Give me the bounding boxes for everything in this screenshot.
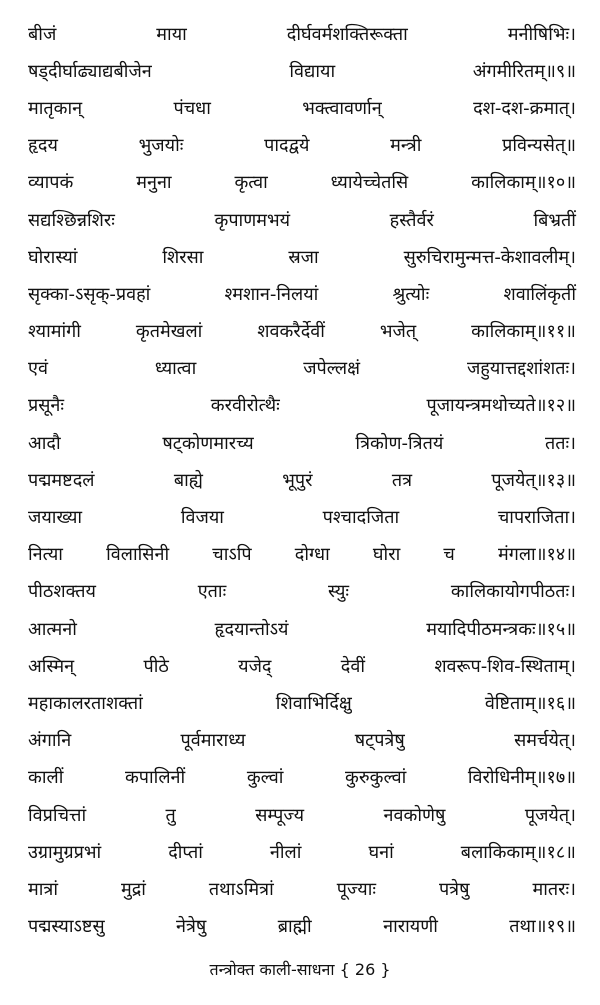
verse-word: तत्र xyxy=(391,469,413,491)
verse-word: करवीरोत्थैः xyxy=(210,395,280,417)
verse-word: नित्या xyxy=(28,544,63,566)
verse-line xyxy=(28,128,576,165)
verse-word: समर्चयेत्। xyxy=(514,730,576,752)
verse-line xyxy=(28,239,576,276)
verse-line xyxy=(28,871,576,908)
verse-word: हृदय xyxy=(28,135,58,157)
verse-word: षट्पत्रेषु xyxy=(354,730,405,752)
verse-word: वेष्टिताम्॥१६॥ xyxy=(484,692,576,714)
verse-word: एताः xyxy=(197,581,227,603)
verse-line xyxy=(28,685,576,722)
verse-word: चाऽपि xyxy=(212,544,252,566)
verse-word: दीप्तां xyxy=(168,841,203,863)
verse-word: श्मशान-निलयां xyxy=(224,283,319,305)
verse-word: भुजयोः xyxy=(138,135,184,157)
verse-word: दश-दश-क्रमात्। xyxy=(473,97,576,119)
verse-line xyxy=(28,537,576,574)
verse-word: पूज्याः xyxy=(336,878,376,900)
verse-word: अस्मिन् xyxy=(28,655,75,677)
verse-line xyxy=(28,611,576,648)
verse-word: मन्त्री xyxy=(390,135,422,157)
verse-word: कृत्वा xyxy=(234,172,268,194)
verse-word: नीलां xyxy=(269,841,302,863)
verse-word: दोग्धा xyxy=(294,544,330,566)
verse-word: ध्यात्वा xyxy=(154,358,197,380)
verse-line xyxy=(28,351,576,388)
verse-line xyxy=(28,797,576,834)
verse-word: स्युः xyxy=(327,581,350,603)
verse-word: पंचधा xyxy=(173,97,211,119)
verse-word: ब्राह्मी xyxy=(277,916,312,938)
verse-word: षड्दीर्घाढ्याद्यबीजेन xyxy=(28,60,152,82)
verse-word: मातरः। xyxy=(532,878,576,900)
verse-word: विजया xyxy=(180,507,224,529)
verse-word: विप्रचित्तां xyxy=(28,804,87,826)
verse-word: आत्मनो xyxy=(28,618,77,640)
verse-word: एवं xyxy=(28,358,48,380)
verse-word: कृतमेखलां xyxy=(135,321,203,343)
verse-word: मनुना xyxy=(136,172,172,194)
verse-word: ततः। xyxy=(545,432,576,454)
verse-word: तथा॥१९॥ xyxy=(509,916,576,938)
verse-word: विद्याया xyxy=(289,60,336,82)
verse-word: कृपाणमभयं xyxy=(214,209,291,231)
verse-word: हस्तैर्वरं xyxy=(389,209,434,231)
verse-line xyxy=(28,834,576,871)
verse-line xyxy=(28,165,576,202)
verse-word: पूजयेत्॥१३॥ xyxy=(491,469,576,491)
verse-word: कालीं xyxy=(28,767,64,789)
verse-word: नवकोणेषु xyxy=(383,804,446,826)
verse-word: अंगानि xyxy=(28,730,72,752)
verse-word: अंगमीरितम्॥९॥ xyxy=(472,60,576,82)
verse-word: मंगला॥१४॥ xyxy=(497,544,576,566)
verse-word: तु xyxy=(165,804,176,826)
verse-word: घोरास्यां xyxy=(28,246,78,268)
verse-word: स्रजा xyxy=(288,246,319,268)
verse-word: विरोधिनीम्॥१७॥ xyxy=(467,767,576,789)
verse-word: सृक्का-ऽसृक्-प्रवहां xyxy=(28,283,151,305)
verse-line xyxy=(28,388,576,425)
verse-line xyxy=(28,314,576,351)
verse-word: तथाऽमित्रां xyxy=(208,878,274,900)
verse-word: पादद्वये xyxy=(264,135,310,157)
verse-word: च xyxy=(443,544,455,566)
verse-word: कुरुकुल्वां xyxy=(345,767,407,789)
verse-word: कालिकायोगपीठतः। xyxy=(450,581,576,603)
verse-line xyxy=(28,574,576,611)
verse-line xyxy=(28,723,576,760)
verse-word: देवीं xyxy=(340,655,366,677)
verse-line xyxy=(28,648,576,685)
verse-word: पूजयेत्। xyxy=(524,804,576,826)
verse-word: जहुयात्तद्दशांशतः। xyxy=(466,358,576,380)
verse-word: जयाख्या xyxy=(28,507,83,529)
verse-word: बलाकिकाम्॥१८॥ xyxy=(460,841,576,863)
verse-word: उग्रामुग्रप्रभां xyxy=(28,841,102,863)
verse-word: चापराजिता। xyxy=(497,507,576,529)
verse-word: बाह्ये xyxy=(173,469,203,491)
verse-word: नारायणी xyxy=(383,916,438,938)
verse-word: पीठे xyxy=(143,655,169,677)
verse-word: माया xyxy=(156,23,187,45)
verse-word: ध्यायेच्चेतसि xyxy=(330,172,409,194)
verse-word: श्रुत्योः xyxy=(392,283,430,305)
verse-word: दीर्घवर्मशक्तिरूक्ता xyxy=(286,23,408,45)
verse-line xyxy=(28,202,576,239)
verse-word: कपालिनीं xyxy=(124,767,186,789)
verse-word: मनीषिभिः। xyxy=(507,23,576,45)
verse-word: मयादिपीठमन्त्रकः॥१५॥ xyxy=(426,618,576,640)
verse-word: नेत्रेषु xyxy=(175,916,207,938)
verse-word: भक्त्वावर्णान् xyxy=(302,97,382,119)
verse-word: पत्रेषु xyxy=(438,878,470,900)
verse-word: घोरा xyxy=(372,544,401,566)
verse-word: बीजं xyxy=(28,23,57,45)
verse-word: महाकालरताशक्तां xyxy=(28,692,143,714)
verse-word: श्यामांगी xyxy=(28,321,81,343)
verse-word: शिवाभिर्दिक्षु xyxy=(275,692,352,714)
verse-word: शिरसा xyxy=(162,246,204,268)
verse-word: भूपुरं xyxy=(282,469,313,491)
verse-word: व्यापकं xyxy=(28,172,74,194)
verse-word: त्रिकोण-त्रितयं xyxy=(355,432,444,454)
verse-text xyxy=(28,16,576,946)
verse-line xyxy=(28,909,576,946)
verse-line xyxy=(28,760,576,797)
verse-line xyxy=(28,425,576,462)
verse-word: सद्यश्छिन्नशिरः xyxy=(28,209,115,231)
verse-word: हृदयान्तोऽयं xyxy=(214,618,289,640)
verse-word: पश्चादजिता xyxy=(322,507,400,529)
verse-word: सुरुचिरामुन्मत्त-केशावलीम्। xyxy=(403,246,576,268)
verse-word: घनां xyxy=(368,841,394,863)
verse-word: कालिकाम्॥११॥ xyxy=(471,321,576,343)
verse-line xyxy=(28,90,576,127)
verse-word: पीठशक्तय xyxy=(28,581,96,603)
verse-word: प्रविन्यसेत्॥ xyxy=(502,135,576,157)
verse-word: सम्पूज्य xyxy=(255,804,305,826)
verse-word: प्रसूनैः xyxy=(28,395,65,417)
verse-word: कालिकाम्॥१०॥ xyxy=(471,172,576,194)
verse-line xyxy=(28,499,576,536)
verse-word: आदौ xyxy=(28,432,61,454)
verse-line xyxy=(28,276,576,313)
verse-line xyxy=(28,16,576,53)
verse-line xyxy=(28,462,576,499)
verse-word: षट्कोणमारच्य xyxy=(162,432,254,454)
verse-word: पद्ममष्टदलं xyxy=(28,469,95,491)
verse-word: भजेत् xyxy=(379,321,417,343)
verse-word: मात्रां xyxy=(28,878,59,900)
verse-word: विलासिनी xyxy=(106,544,170,566)
verse-word: जपेल्लक्षं xyxy=(303,358,360,380)
verse-word: यजेद् xyxy=(238,655,272,677)
page-footer: तन्त्रोक्त काली-साधना { 26 } xyxy=(209,960,391,979)
verse-word: शवालिंकृतीं xyxy=(503,283,576,305)
verse-word: मातृकान् xyxy=(28,97,83,119)
verse-word: बिभ्रतीं xyxy=(533,209,576,231)
verse-word: पूजायन्त्रमथोच्यते॥१२॥ xyxy=(426,395,576,417)
verse-word: मुद्रां xyxy=(120,878,146,900)
verse-line xyxy=(28,53,576,90)
verse-word: शवरूप-शिव-स्थिताम्। xyxy=(434,655,576,677)
verse-word: शवकरैर्देवीं xyxy=(257,321,325,343)
verse-word: कुल्वां xyxy=(246,767,284,789)
verse-word: पूर्वमाराध्य xyxy=(180,730,246,752)
verse-word: पद्मस्याऽष्टसु xyxy=(28,916,105,938)
